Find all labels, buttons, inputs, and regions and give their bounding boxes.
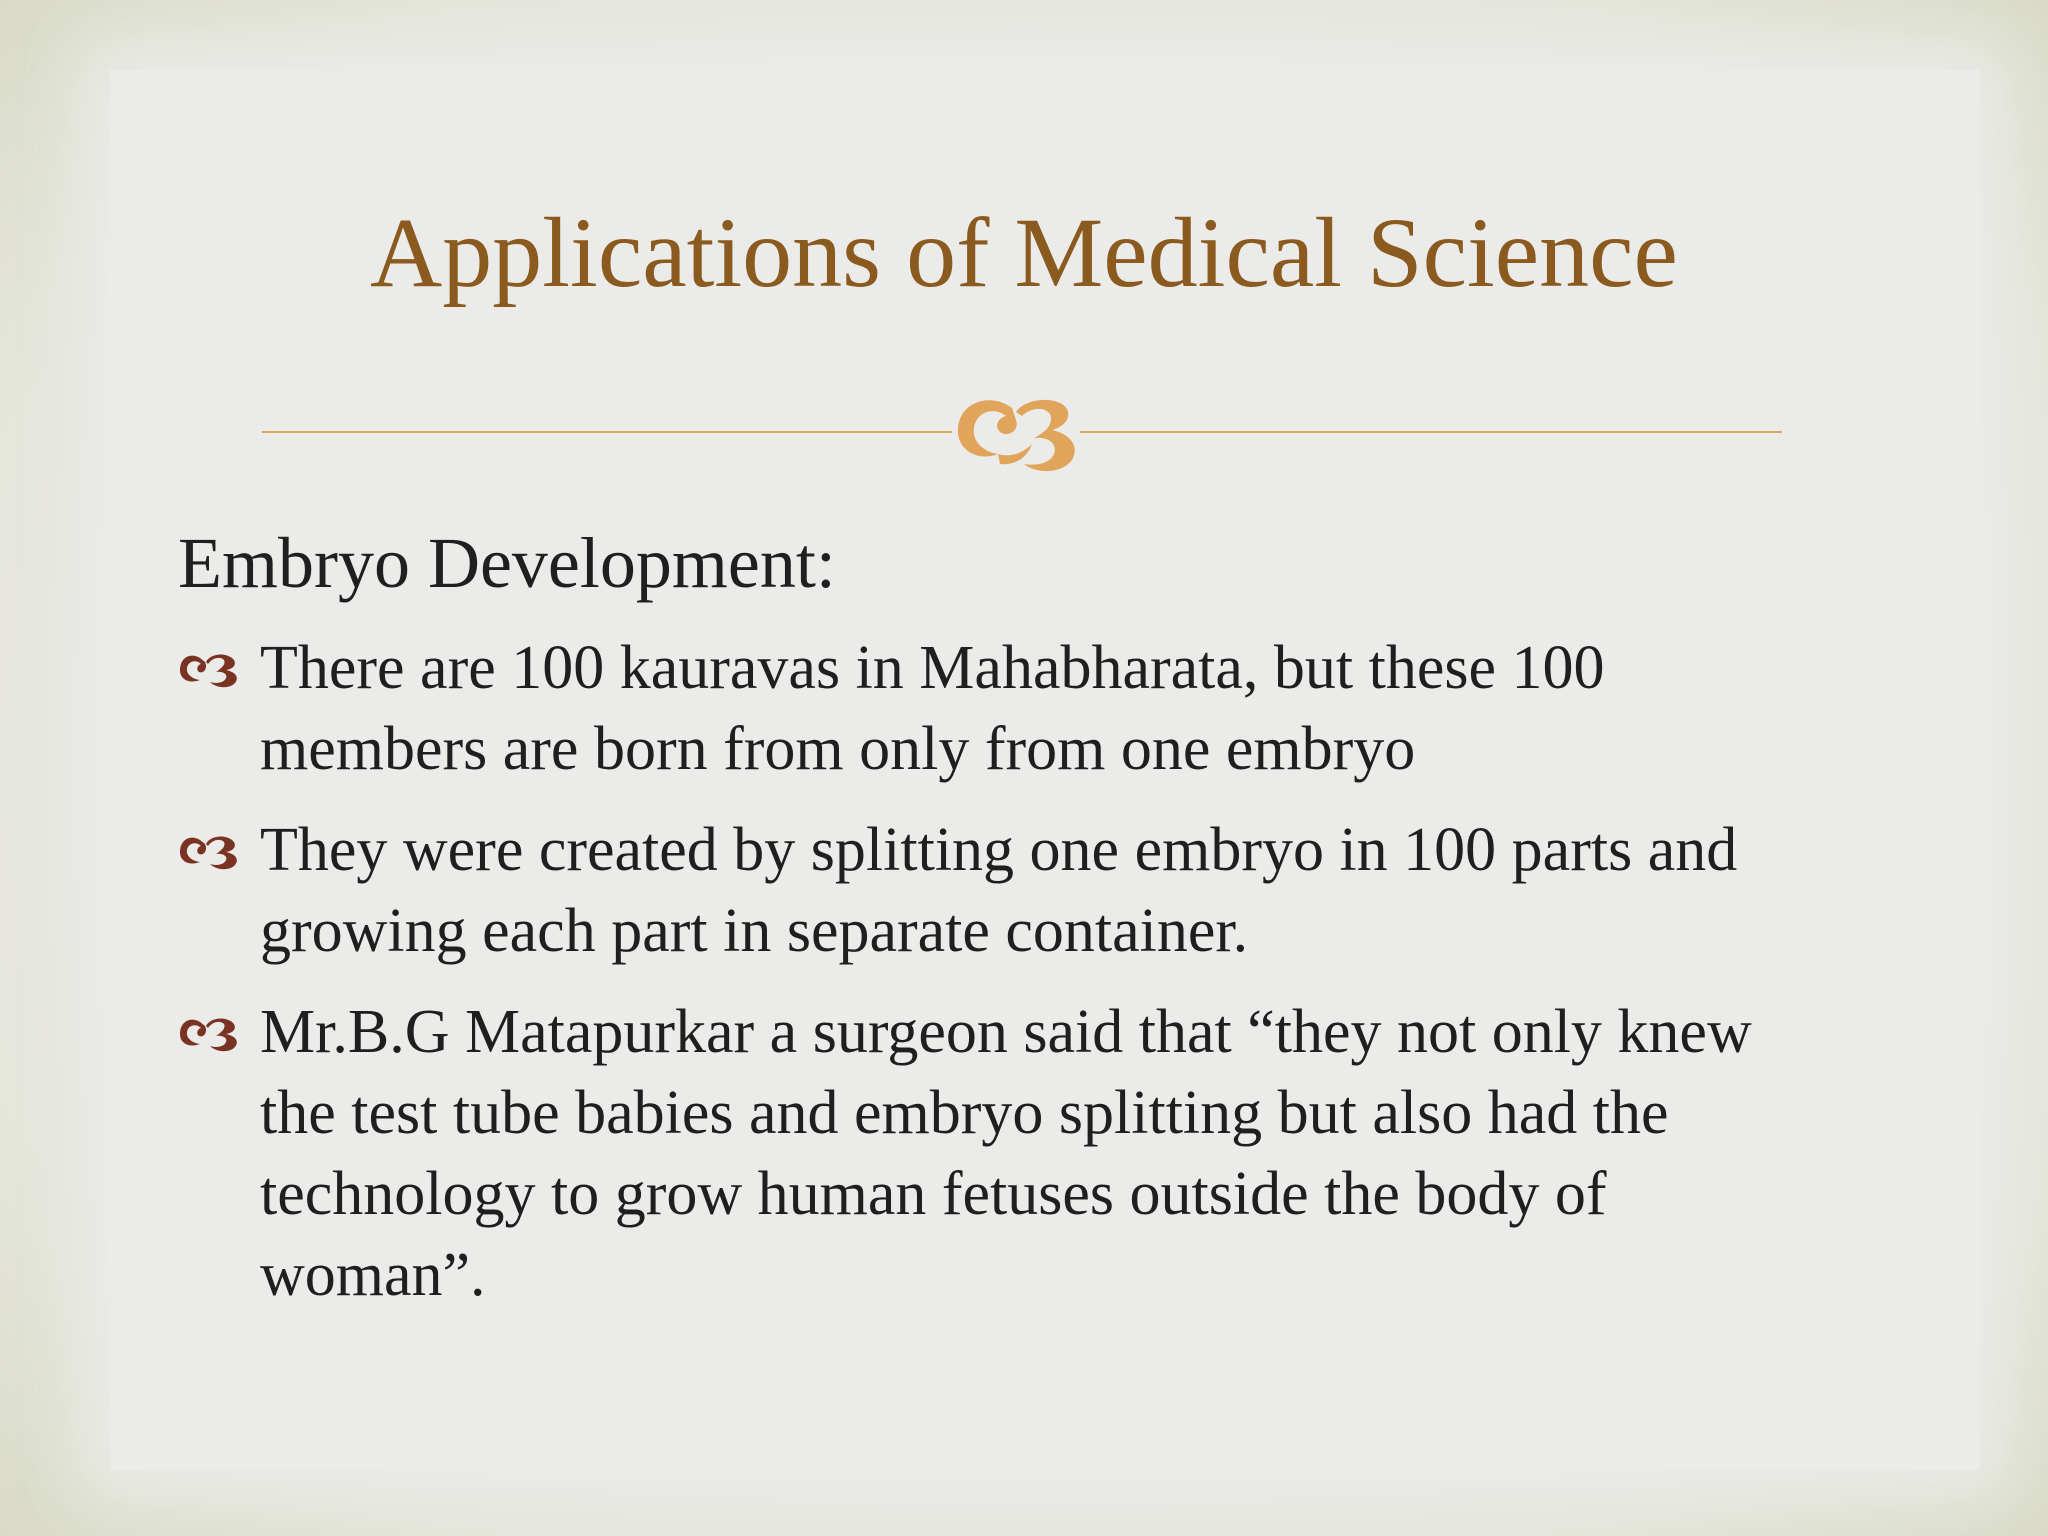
title-divider-left	[262, 431, 952, 433]
list-item	[178, 810, 1818, 972]
list-item-text: There are 100 kauravas in Mahabharata, but these 100 members are born from only from one embryo	[260, 634, 1605, 783]
slide-title: Applications of Medical Science	[370, 197, 1678, 308]
list-item	[178, 992, 1818, 1316]
list-item-text: Mr.B.G Matapurkar a surgeon said that “they not only knew the test tube babies and embryo splitting but also had the technology to grow human fetuses outside the body of woman”.	[260, 998, 1752, 1309]
flourish-bullet-icon	[178, 830, 242, 870]
flourish-bullet-icon	[178, 1012, 242, 1052]
flourish-ornament-icon	[950, 378, 1100, 478]
flourish-bullet-icon	[178, 648, 242, 688]
list-item	[178, 628, 1818, 790]
section-subheading: Embryo Development:	[178, 523, 836, 603]
bullet-list	[178, 628, 1818, 1336]
title-divider-right	[1080, 431, 1782, 433]
list-item-text: They were created by splitting one embryo in 100 parts and growing each part in separate container.	[260, 816, 1738, 965]
